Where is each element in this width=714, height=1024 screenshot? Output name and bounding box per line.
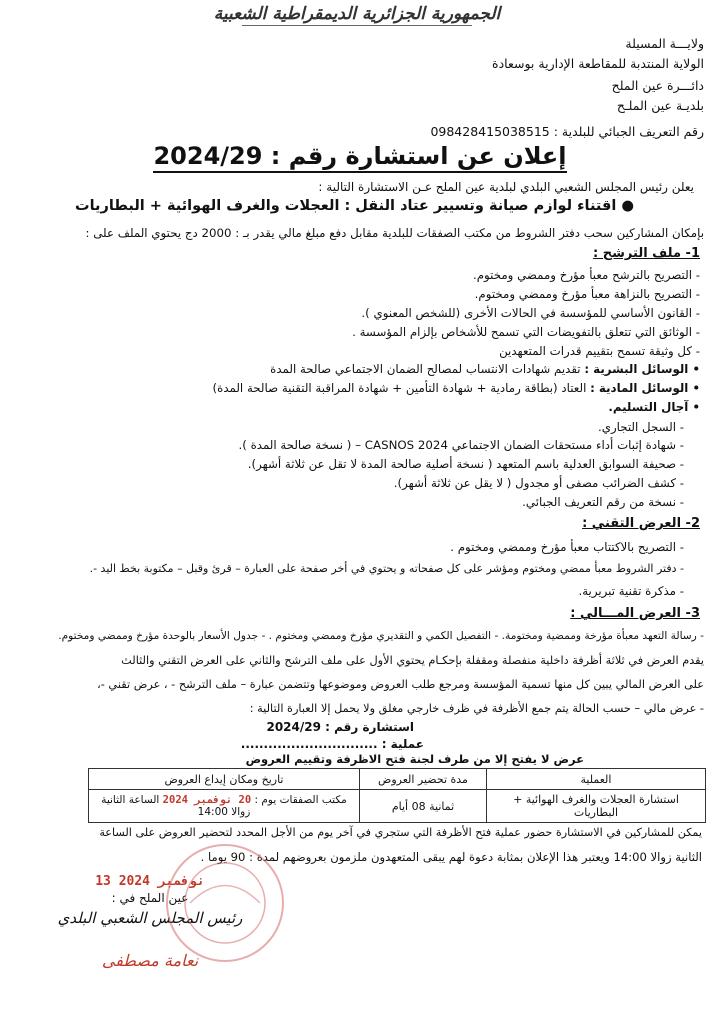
closing-line-1: يمكن للمشاركين في الاستشارة حضور عملية فتح الأظرفة التي ستجري في آخر يوم من الأجل المحدد لتحضير العروض على الساعة: [99, 826, 702, 839]
withdraw-note: بإمكان المشاركين سحب دفتر الشروط من مكتب الصفقات للبلدية مقابل دفع مبلغ مالي يقدر بـ : 2000 دج يحتوي الملف على :: [85, 226, 704, 240]
list-item: - صحيفة السوابق العدلية باسم المتعهد ( نسخة أصلية صالحة المدة لا تقل عن ثلاثة أشهر).: [247, 457, 684, 471]
submission-table: [88, 768, 706, 823]
envelope-line-3: - عرض مالي – حسب الحالة يتم جمع الأظرفة في ظرف خارجي مغلق ولا يحمل إلا العبارة التالية :: [249, 702, 704, 715]
section-2-heading: 2- العرض التقني :: [582, 516, 700, 531]
list-item: - الوثائق التي تتعلق بالتفويضات التي تسمح للأشخاص بإلزام المؤسسة .: [352, 325, 700, 339]
table-header: مدة تحضير العروض: [360, 769, 487, 790]
signature-name: نعامة مصطفى: [101, 951, 199, 970]
envelope-line-1: يقدم العرض في ثلاثة أظرفة داخلية منفصلة ومقفلة بإحكـام يحتوي الأول على ملف الترشح والثاني على العرض التقني والثالث: [121, 654, 704, 667]
table-header: تاريخ ومكان إيداع العروض: [89, 769, 360, 790]
do-not-open-note: عرض لا يفتح إلا من طرف لجنة فتح الاظرفة وتقييم العروض: [245, 752, 584, 766]
commune-line: بلديـة عين الملـح: [616, 98, 704, 113]
title-label: إعلان عن استشارة رقم :: [271, 142, 567, 173]
subject-line: ● اقتناء لوازم صيانة وتسيير عتاد النقل : العجلات والغرف الهوائية + البطاريات: [75, 198, 634, 214]
list-item: - كشف الضرائب مصفى أو مجدول ( لا يقل عن ثلاثة أشهر).: [393, 476, 684, 490]
list-item: - كل وثيقة تسمح بتقييم قدرات المتعهدين: [499, 344, 700, 358]
signature-date-stamp: 13 نوفمبر 2024: [95, 874, 205, 889]
date-stamp: 20 نوفمبر 2024: [162, 794, 252, 806]
table-header: العملية: [487, 769, 706, 790]
republic-header: الجمهورية الجزائرية الديمقراطية الشعبية: [0, 4, 714, 26]
list-item: - شهادة إثبات أداء مستحقات الضمان الاجتماعي CASNOS 2024 – ( نسخة صالحة المدة ).: [238, 438, 684, 452]
subject-text: اقتناء لوازم صيانة وتسيير عتاد النقل : العجلات والغرف الهوائية + البطاريات: [75, 198, 617, 214]
section-3-heading: 3- العرض المـــالي :: [570, 606, 700, 621]
list-item: - التصريح بالترشح معبأ مؤرخ وممضي ومختوم.: [473, 268, 700, 282]
list-item: - دفتر الشروط معبأ ممضي ومختوم ومؤشر على كل صفحاته و يحتوي في أخر صفحة على العبارة – قرئ وقبل – مكتوبة بخط اليد -.: [89, 562, 684, 575]
list-item: - التصريح بالنزاهة معبأ مؤرخ وممضي ومختوم.: [474, 287, 700, 301]
consult-ref: استشارة رقم : 2024/29: [266, 720, 414, 734]
table-row: [89, 790, 706, 823]
official-seal-icon: [160, 838, 290, 968]
daira-line: دائـــرة عين الملح: [611, 78, 704, 93]
wilaya-line: ولايـــة المسيلة: [625, 36, 704, 51]
delivery-deadline: • آجال التسليم.: [608, 400, 700, 414]
signature-role: رئيس المجلس الشعبي البلدي: [57, 909, 243, 927]
material-means: • الوسائل المادية : العتاد (بطاقة رمادية + شهادة التأمين + شهادة المراقبة التقنية صالحة المدة): [212, 381, 700, 395]
section-1-heading: 1- ملف الترشح :: [593, 246, 700, 261]
page-title: [150, 142, 570, 170]
list-item: - القانون الأساسي للمؤسسة في الحالات الأخرى (للشخص المعنوي ).: [361, 306, 700, 320]
operation-label: عملية : ..............................: [240, 737, 424, 751]
closing-line-2: الثانية زوالا 14:00 ويعتبر هذا الإعلان بمثابة دعوة لهم يبقى المتعهدون ملزمون بعروضهم لمدة : 90 يوما .: [200, 850, 702, 864]
wilaya-delegate-line: الولاية المنتدبة للمقاطعة الإدارية بوسعادة: [492, 56, 704, 71]
table-cell-date: مكتب الصفقات يوم : 20 نوفمبر 2024 الساعة الثانية زوالا 14:00: [89, 790, 360, 823]
list-item: - التصريح بالاكتتاب معبأ مؤرخ وممضي ومختوم .: [450, 540, 684, 554]
list-item: - نسخة من رقم التعريف الجبائي.: [522, 495, 684, 509]
table-cell-duration: ثمانية 08 أيام: [360, 790, 487, 823]
human-means: • الوسائل البشرية : تقديم شهادات الانتساب لمصالح الضمان الاجتماعي صالحة المدة: [270, 362, 700, 376]
signature-place: عين الملح في :: [111, 891, 189, 905]
list-item: - السجل التجاري.: [597, 420, 684, 434]
title-number: 2024/29: [153, 142, 262, 173]
list-item: - مذكرة تقنية تبريرية.: [578, 584, 684, 598]
financial-docs: - رسالة التعهد معبأة مؤرخة وممضية ومختومة. - التفصيل الكمي و التقديري مؤرخ وممضي ومختوم . - جدول الأسعار بالوحدة مؤرخ وممضي ومختوم.: [58, 630, 704, 642]
intro-line: يعلن رئيس المجلس الشعبي البلدي لبلدية عين الملح عـن الاستشارة التالية :: [318, 180, 694, 194]
tax-id-line: رقم التعريف الجبائي للبلدية : 09842841503851​5: [430, 124, 704, 139]
envelope-line-2: على العرض المالي يبين كل منها تسمية المؤسسة ومرجع طلب العروض وموضوعها وتتضمن عبارة – ملف الترشح - ، عرض تقني -،: [97, 678, 704, 691]
table-header-row: [89, 769, 706, 790]
table-cell-operation: استشارة العجلات والغرف الهوائية + البطاريات: [487, 790, 706, 823]
